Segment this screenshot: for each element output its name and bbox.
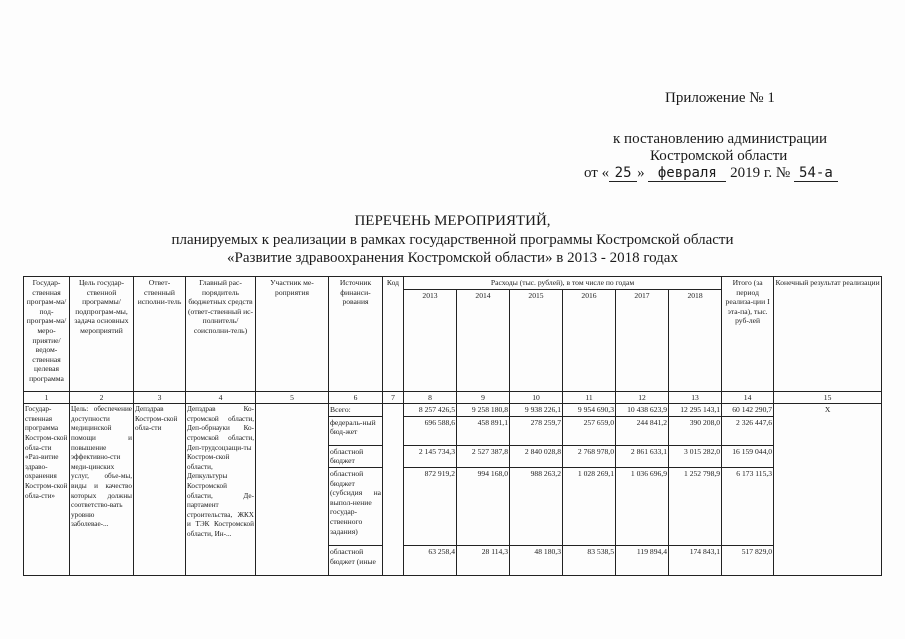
program-name: Государ-ственная программа Костром-ской обла-сти «Раз-витие здраво-охранения Костром-ской обла-сти»	[24, 404, 70, 576]
value-cell: 10 438 623,9	[616, 404, 669, 417]
column-number: 9	[457, 391, 510, 404]
column-number: 14	[722, 391, 774, 404]
value-cell: 48 180,3	[510, 545, 563, 575]
value-cell: 2 527 387,8	[457, 445, 510, 467]
total-cell: 517 829,0	[722, 545, 774, 575]
value-cell: 988 263,2	[510, 467, 563, 545]
col-header-goal: Цель государ-ственной программы/подпрограм-мы, задача основных мероприятий	[70, 277, 134, 392]
col-header-participant: Участник ме-роприятия	[256, 277, 329, 392]
value-cell: 63 258,4	[404, 545, 457, 575]
value-cell: 2 145 734,3	[404, 445, 457, 467]
value-cell: 278 259,7	[510, 416, 563, 445]
value-cell: 12 295 143,1	[669, 404, 722, 417]
value-cell: 2 768 978,0	[563, 445, 616, 467]
participant-cell	[256, 404, 329, 576]
program-executor: Депздрав Костром-ской обла-сти	[134, 404, 186, 576]
col-header-result: Конечный результат реализации	[774, 277, 882, 392]
source-cell: Всего:	[329, 404, 383, 417]
source-cell: федераль-ный бюд-жет	[329, 416, 383, 445]
program-goal: Цель: обеспечение доступности медицинской помощи и повышение эффективно-сти меди-цинских услуг, объе-мы, виды и качество которых должны соответство-вать уровню заболевае-...	[70, 404, 134, 576]
value-cell: 244 841,2	[616, 416, 669, 445]
col-header-expenses: Расходы (тыс. рублей), в том числе по годам	[404, 277, 722, 290]
total-cell: 2 326 447,6	[722, 416, 774, 445]
value-cell: 257 659,0	[563, 416, 616, 445]
doc-title: ПЕРЕЧЕНЬ МЕРОПРИЯТИЙ,	[354, 213, 551, 229]
value-cell: 9 954 690,3	[563, 404, 616, 417]
value-cell: 872 919,2	[404, 467, 457, 545]
date-prefix: от «	[584, 165, 610, 181]
column-number: 10	[510, 391, 563, 404]
value-cell: 994 168,0	[457, 467, 510, 545]
value-cell: 1 252 798,9	[669, 467, 722, 545]
column-number: 2	[70, 391, 134, 404]
column-numbers-row	[24, 391, 882, 404]
col-header-executor: Ответ-ственный исполни-тель	[134, 277, 186, 392]
col-header-source: Источник финанси-рования	[329, 277, 383, 392]
appendix-label: Приложение № 1	[665, 90, 775, 106]
date-line	[584, 165, 838, 182]
column-number: 1	[24, 391, 70, 404]
year-header: 2013	[404, 289, 457, 391]
column-number: 15	[774, 391, 882, 404]
date-year: 2019 г. №	[730, 165, 791, 181]
value-cell: 174 843,1	[669, 545, 722, 575]
column-number: 11	[563, 391, 616, 404]
column-number: 13	[669, 391, 722, 404]
code-cell	[383, 404, 404, 576]
column-number: 6	[329, 391, 383, 404]
region-line: Костромской области	[650, 148, 788, 164]
value-cell: 1 036 696,9	[616, 467, 669, 545]
value-cell: 2 861 633,1	[616, 445, 669, 467]
value-cell: 390 208,0	[669, 416, 722, 445]
col-header-distributor: Главный рас-порядитель бюджетных средств (ответ-ственный ис-полнитель/соисполни-тель)	[186, 277, 256, 392]
value-cell: 696 588,6	[404, 416, 457, 445]
value-cell: 83 538,5	[563, 545, 616, 575]
col-header-program: Государ-ственная програм-ма/под-програм-ма/меро-приятие/ведом-ственная целевая программа	[24, 277, 70, 392]
year-header: 2018	[669, 289, 722, 391]
source-cell: областной бюджет (субсидия на выпол-нение государ-ственного задания)	[329, 467, 383, 545]
value-cell: 28 114,3	[457, 545, 510, 575]
source-cell: областной бюджет	[329, 445, 383, 467]
year-header: 2016	[563, 289, 616, 391]
resolution-number: 54-а	[794, 165, 838, 182]
value-cell: 2 840 028,8	[510, 445, 563, 467]
resolution-line: к постановлению администрации	[613, 131, 828, 147]
year-header: 2015	[510, 289, 563, 391]
value-cell: 119 894,4	[616, 545, 669, 575]
source-cell: областной бюджет (иные	[329, 545, 383, 575]
value-cell: 9 938 226,1	[510, 404, 563, 417]
doc-subtitle-1: планируемых к реализации в рамках государственной программы Костромской области	[171, 232, 734, 248]
col-header-total: Итого (за период реализа-ции I эта-па), тыс. руб-лей	[722, 277, 774, 392]
date-day: 25	[609, 165, 637, 182]
value-cell: 1 028 269,1	[563, 467, 616, 545]
column-number: 7	[383, 391, 404, 404]
value-cell: 3 015 282,0	[669, 445, 722, 467]
program-distributor: Депздрав Ко-стромской области, Деп-обрнауки Ко-стромской области, Деп-трудсоцзащи-ты Костром-ской области, Депкультуры Костромской области, Де-партамент строительства, ЖКХ и ТЭК Костромской области, Ин-...	[186, 404, 256, 576]
program-result: Х	[774, 404, 882, 576]
column-number: 8	[404, 391, 457, 404]
column-number: 12	[616, 391, 669, 404]
date-mid: »	[637, 165, 645, 181]
year-header: 2017	[616, 289, 669, 391]
col-header-code: Код	[383, 277, 404, 392]
value-cell: 8 257 426,5	[404, 404, 457, 417]
table-row	[24, 404, 882, 417]
column-number: 3	[134, 391, 186, 404]
column-number: 4	[186, 391, 256, 404]
total-cell: 6 173 115,3	[722, 467, 774, 545]
date-month: февраля	[648, 165, 726, 182]
total-cell: 60 142 290,7	[722, 404, 774, 417]
value-cell: 9 258 180,8	[457, 404, 510, 417]
value-cell: 458 891,1	[457, 416, 510, 445]
total-cell: 16 159 044,0	[722, 445, 774, 467]
column-number: 5	[256, 391, 329, 404]
measures-table	[23, 276, 882, 576]
doc-subtitle-2: «Развитие здравоохранения Костромской области» в 2013 - 2018 годах	[227, 250, 678, 266]
year-header: 2014	[457, 289, 510, 391]
